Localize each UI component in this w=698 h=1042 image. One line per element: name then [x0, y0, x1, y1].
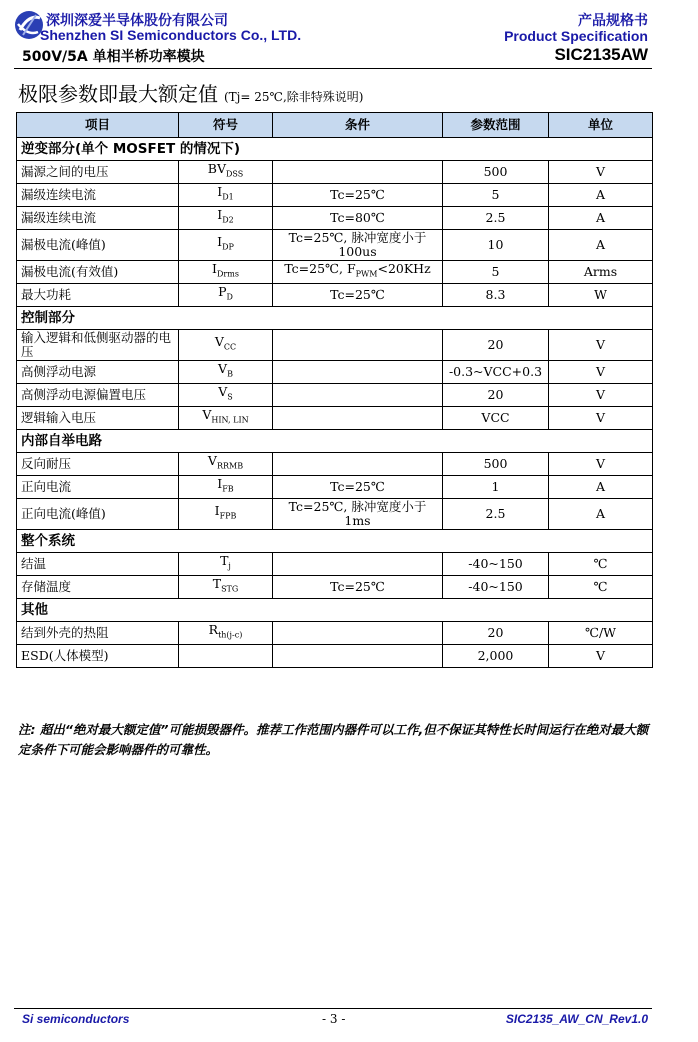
param-symbol: $I_{DP}$ [179, 230, 273, 261]
table-row [17, 453, 653, 476]
param-symbol: $I_{Drms}$ [179, 261, 273, 284]
param-symbol: $BV_{DSS}$ [179, 161, 273, 184]
param-condition [273, 645, 443, 668]
param-name: 漏级连续电流 [17, 207, 179, 230]
table-row [17, 207, 653, 230]
param-unit: V [549, 330, 653, 361]
param-name: 漏极电流(峰值) [17, 230, 179, 261]
param-unit: W [549, 284, 653, 307]
param-symbol [179, 645, 273, 668]
table-header-row [17, 113, 653, 138]
table-row [17, 576, 653, 599]
param-condition [273, 622, 443, 645]
group-title: 内部自举电路 [17, 430, 653, 453]
param-symbol: $P_D$ [179, 284, 273, 307]
param-unit: V [549, 361, 653, 384]
group-title: 控制部分 [17, 307, 653, 330]
param-symbol: $I_{FB}$ [179, 476, 273, 499]
param-name: 逻辑输入电压 [17, 407, 179, 430]
param-unit: A [549, 230, 653, 261]
param-condition [273, 553, 443, 576]
table-row [17, 284, 653, 307]
param-name: 漏极电流(有效值) [17, 261, 179, 284]
param-value: 8.3 [443, 284, 549, 307]
absolute-max-ratings-table [16, 112, 653, 668]
table-row [17, 407, 653, 430]
footer-divider [14, 1008, 652, 1009]
group-row [17, 530, 653, 553]
param-value: 20 [443, 384, 549, 407]
param-name: 输入逻辑和低侧驱动器的电压 [17, 330, 179, 361]
param-name: ESD(人体模型) [17, 645, 179, 668]
param-condition: Tc=25℃, 脉冲宽度小于 1ms [273, 499, 443, 530]
group-title: 其他 [17, 599, 653, 622]
param-unit: V [549, 453, 653, 476]
param-value: 5 [443, 184, 549, 207]
param-condition [273, 407, 443, 430]
param-symbol: $V_B$ [179, 361, 273, 384]
param-symbol: $V_S$ [179, 384, 273, 407]
param-unit: Arms [549, 261, 653, 284]
table-row [17, 622, 653, 645]
section-title-condition: (Tj= 25℃,除非特殊说明) [224, 90, 364, 104]
param-unit: A [549, 184, 653, 207]
param-name: 高侧浮动电源 [17, 361, 179, 384]
col-header-item: 项目 [17, 113, 179, 138]
header-divider [14, 68, 652, 69]
footer-brand: Si semiconductors [22, 1012, 130, 1026]
param-value: -40~150 [443, 553, 549, 576]
param-condition: Tc=25℃ [273, 476, 443, 499]
param-condition: Tc=25℃ [273, 284, 443, 307]
param-name: 反向耐压 [17, 453, 179, 476]
param-value: 500 [443, 161, 549, 184]
document-revision: SIC2135_AW_CN_Rev1.0 [505, 1012, 648, 1026]
param-value: 1 [443, 476, 549, 499]
group-row [17, 307, 653, 330]
param-name: 结温 [17, 553, 179, 576]
param-symbol: $I_{FPB}$ [179, 499, 273, 530]
param-value: 2.5 [443, 499, 549, 530]
param-condition: Tc=25℃ [273, 184, 443, 207]
param-symbol: $I_{D1}$ [179, 184, 273, 207]
table-row [17, 184, 653, 207]
table-row [17, 384, 653, 407]
group-title: 整个系统 [17, 530, 653, 553]
product-title: 500V/5A 单相半桥功率模块 [22, 49, 205, 65]
param-value: 2,000 [443, 645, 549, 668]
param-condition [273, 384, 443, 407]
section-title [18, 78, 363, 107]
param-condition: Tc=25℃, $F_{PWM}<20KHz$ [273, 261, 443, 284]
group-title: 逆变部分(单个 MOSFET 的情况下) [17, 138, 653, 161]
param-unit: V [549, 161, 653, 184]
param-unit: V [549, 407, 653, 430]
param-unit: V [549, 645, 653, 668]
param-condition: Tc=25℃, 脉冲宽度小于 100us [273, 230, 443, 261]
table-row [17, 476, 653, 499]
param-name: 漏源之间的电压 [17, 161, 179, 184]
col-header-symbol: 符号 [179, 113, 273, 138]
table-row [17, 499, 653, 530]
spec-label-en: Product Specification [504, 28, 648, 44]
param-unit: A [549, 499, 653, 530]
param-condition: Tc=80℃ [273, 207, 443, 230]
param-value: -40~150 [443, 576, 549, 599]
group-row [17, 138, 653, 161]
param-unit: A [549, 476, 653, 499]
table-row [17, 330, 653, 361]
col-header-unit: 单位 [549, 113, 653, 138]
param-unit: ℃/W [549, 622, 653, 645]
param-value: 500 [443, 453, 549, 476]
spec-label-cn: 产品规格书 [578, 13, 648, 29]
param-symbol: $V_{CC}$ [179, 330, 273, 361]
table-row [17, 261, 653, 284]
param-symbol: $R_{th(j-c)}$ [179, 622, 273, 645]
param-value: 20 [443, 622, 549, 645]
table-row [17, 645, 653, 668]
param-value: 5 [443, 261, 549, 284]
table-row [17, 161, 653, 184]
param-name: 最大功耗 [17, 284, 179, 307]
company-name-en: Shenzhen SI Semiconductors Co., LTD. [40, 27, 302, 43]
param-symbol: $T_{STG}$ [179, 576, 273, 599]
param-value: -0.3~VCC+0.3 [443, 361, 549, 384]
page-number: - 3 - [322, 1012, 346, 1026]
part-number: SIC2135AW [554, 45, 648, 64]
group-row [17, 430, 653, 453]
table-row [17, 230, 653, 261]
page-header [0, 0, 698, 80]
param-symbol: $V_{HIN, LIN}$ [179, 407, 273, 430]
param-value: 10 [443, 230, 549, 261]
param-condition [273, 330, 443, 361]
param-name: 正向电流(峰值) [17, 499, 179, 530]
table-row [17, 553, 653, 576]
col-header-range: 参数范围 [443, 113, 549, 138]
param-condition: Tc=25℃ [273, 576, 443, 599]
param-name: 结到外壳的热阻 [17, 622, 179, 645]
param-symbol: $V_{RRMB}$ [179, 453, 273, 476]
param-name: 高侧浮动电源偏置电压 [17, 384, 179, 407]
section-title-main: 极限参数即最大额定值 [18, 82, 218, 106]
param-unit: V [549, 384, 653, 407]
param-condition [273, 361, 443, 384]
table-row [17, 361, 653, 384]
param-condition [273, 453, 443, 476]
param-condition [273, 161, 443, 184]
disclaimer-note: 注: 超出“绝对最大额定值”可能损毁器件。推荐工作范围内器件可以工作,但不保证其特性长时间运行在绝对最大额定条件下可能会影响器件的可靠性。 [18, 722, 649, 757]
param-value: VCC [443, 407, 549, 430]
param-name: 正向电流 [17, 476, 179, 499]
param-name: 漏级连续电流 [17, 184, 179, 207]
param-symbol: $I_{D2}$ [179, 207, 273, 230]
param-symbol: $T_j$ [179, 553, 273, 576]
param-value: 2.5 [443, 207, 549, 230]
param-unit: ℃ [549, 553, 653, 576]
company-name-cn: 深圳深爱半导体股份有限公司 [46, 13, 228, 29]
param-name: 存储温度 [17, 576, 179, 599]
param-value: 20 [443, 330, 549, 361]
param-unit: ℃ [549, 576, 653, 599]
col-header-condition: 条件 [273, 113, 443, 138]
param-unit: A [549, 207, 653, 230]
group-row [17, 599, 653, 622]
